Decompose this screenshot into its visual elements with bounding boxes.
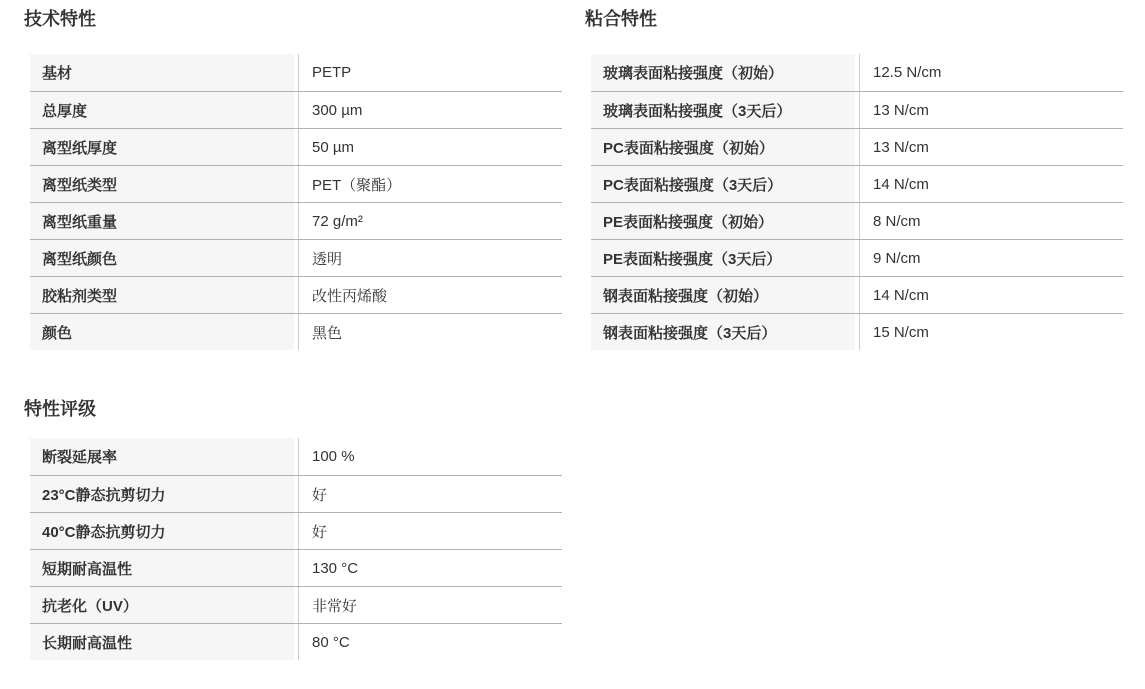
table-row: [30, 165, 562, 202]
technical-properties-table: [30, 54, 562, 350]
spec-value: 14 N/cm: [859, 277, 1123, 313]
table-row: [30, 438, 562, 475]
spec-value: 300 µm: [298, 92, 562, 128]
spec-label: 抗老化（UV）: [30, 587, 298, 623]
table-row: [591, 165, 1123, 202]
spec-value: 9 N/cm: [859, 240, 1123, 276]
spec-value: 100 %: [298, 438, 562, 475]
property-ratings-table: [30, 438, 562, 660]
spec-value: PETP: [298, 54, 562, 91]
table-row: [591, 239, 1123, 276]
left-column: [24, 0, 562, 660]
spec-value: 50 µm: [298, 129, 562, 165]
spec-value: 15 N/cm: [859, 314, 1123, 350]
spec-label: 23°C静态抗剪切力: [30, 476, 298, 512]
spec-value: 黑色: [298, 314, 562, 350]
spec-value: 好: [298, 476, 562, 512]
spec-value: 72 g/m²: [298, 203, 562, 239]
spec-label: 短期耐高温性: [30, 550, 298, 586]
table-row: [30, 202, 562, 239]
table-row: [30, 512, 562, 549]
table-row: [591, 202, 1123, 239]
table-row: [30, 623, 562, 660]
spec-label: 离型纸颜色: [30, 240, 298, 276]
spec-value: 13 N/cm: [859, 92, 1123, 128]
spec-value: 非常好: [298, 587, 562, 623]
table-row: [30, 276, 562, 313]
table-row: [30, 239, 562, 276]
spec-label: 颜色: [30, 314, 298, 350]
spec-label: PE表面粘接强度（初始）: [591, 203, 859, 239]
spec-label: 离型纸厚度: [30, 129, 298, 165]
spec-label: 长期耐高温性: [30, 624, 298, 660]
table-row: [591, 276, 1123, 313]
spec-value: 130 °C: [298, 550, 562, 586]
table-row: [30, 54, 562, 91]
section-title-ratings: 特性评级: [24, 399, 96, 419]
spec-label: 玻璃表面粘接强度（3天后）: [591, 92, 859, 128]
spec-value: 改性丙烯酸: [298, 277, 562, 313]
spec-value: 8 N/cm: [859, 203, 1123, 239]
spec-label: 离型纸重量: [30, 203, 298, 239]
spec-value: 好: [298, 513, 562, 549]
table-row: [30, 549, 562, 586]
spec-label: PC表面粘接强度（初始）: [591, 129, 859, 165]
table-row: [591, 313, 1123, 350]
spec-value: PET（聚酯）: [298, 166, 562, 202]
spec-value: 12.5 N/cm: [859, 54, 1123, 91]
right-column: [585, 0, 1122, 350]
table-row: [591, 128, 1123, 165]
table-row: [30, 475, 562, 512]
spec-label: 离型纸类型: [30, 166, 298, 202]
section-title-technical: 技术特性: [24, 9, 96, 29]
spec-label: 钢表面粘接强度（初始）: [591, 277, 859, 313]
adhesion-properties-table: [591, 54, 1123, 350]
spec-value: 80 °C: [298, 624, 562, 660]
table-row: [30, 313, 562, 350]
table-row: [591, 54, 1123, 91]
table-row: [30, 586, 562, 623]
spec-value: 透明: [298, 240, 562, 276]
spec-label: 断裂延展率: [30, 438, 298, 475]
table-row: [591, 91, 1123, 128]
section-title-adhesion: 粘合特性: [585, 9, 657, 29]
spec-label: 玻璃表面粘接强度（初始）: [591, 54, 859, 91]
table-row: [30, 128, 562, 165]
spec-label: 胶粘剂类型: [30, 277, 298, 313]
spec-label: PE表面粘接强度（3天后）: [591, 240, 859, 276]
spec-label: 总厚度: [30, 92, 298, 128]
spec-label: 40°C静态抗剪切力: [30, 513, 298, 549]
spec-value: 13 N/cm: [859, 129, 1123, 165]
table-row: [30, 91, 562, 128]
spec-label: 基材: [30, 54, 298, 91]
spec-value: 14 N/cm: [859, 166, 1123, 202]
spec-label: PC表面粘接强度（3天后）: [591, 166, 859, 202]
spec-label: 钢表面粘接强度（3天后）: [591, 314, 859, 350]
